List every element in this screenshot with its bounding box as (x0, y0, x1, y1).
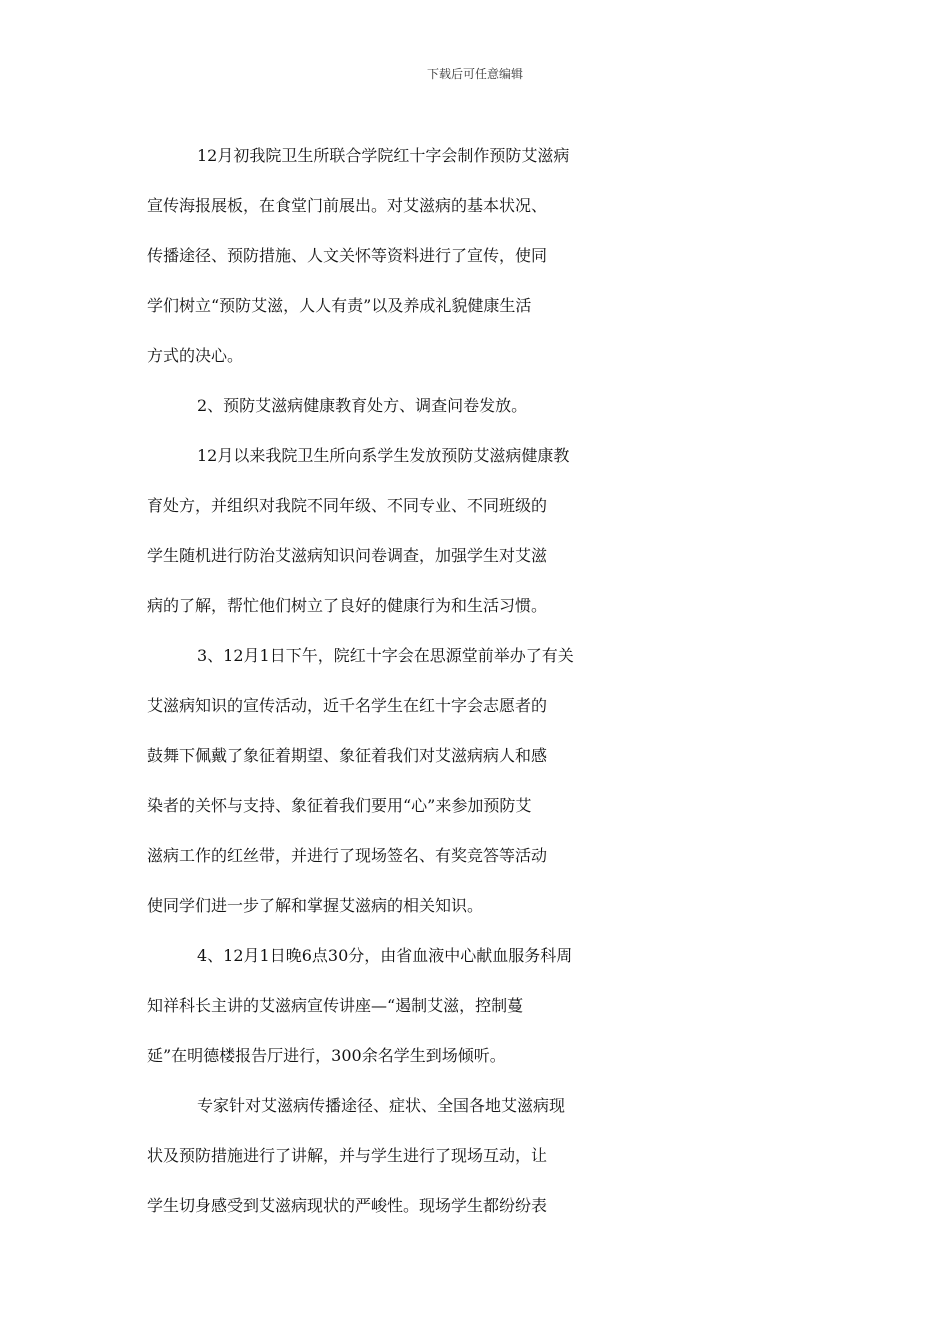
text-line: 3、12月1日下午，院红十字会在思源堂前举办了有关 (197, 646, 574, 665)
text-line: 宣传海报展板，在食堂门前展出。对艾滋病的基本状况、 (147, 196, 548, 215)
text-line: 鼓舞下佩戴了象征着期望、象征着我们对艾滋病病人和感 (147, 746, 548, 765)
paragraph-6 (147, 1081, 807, 1231)
text-line: 4、12月1日晚6点30分，由省血液中心献血服务科周 (197, 946, 573, 965)
paragraph-3 (147, 431, 807, 631)
text-line: 学们树立“预防艾滋，人人有责”以及养成礼貌健康生活 (147, 296, 532, 315)
text-line: 育处方，并组织对我院不同年级、不同专业、不同班级的 (147, 496, 548, 515)
text-line: 染者的关怀与支持、象征着我们要用“心”来参加预防艾 (147, 796, 532, 815)
paragraph-1 (147, 131, 807, 381)
text-line: 传播途径、预防措施、人文关怀等资料进行了宣传，使同 (147, 246, 548, 265)
paragraph-4 (147, 631, 807, 931)
text-line: 方式的决心。 (147, 346, 244, 365)
text-line: 延”在明德楼报告厅进行，300余名学生到场倾听。 (147, 1046, 506, 1065)
text-line: 知祥科长主讲的艾滋病宣传讲座—“遏制艾滋，控制蔓 (147, 996, 524, 1015)
document-body (147, 131, 807, 1231)
paragraph-5 (147, 931, 807, 1081)
paragraph-2 (147, 381, 807, 431)
text-line: 艾滋病知识的宣传活动，近千名学生在红十字会志愿者的 (147, 696, 548, 715)
text-line: 学生切身感受到艾滋病现状的严峻性。现场学生都纷纷表 (147, 1196, 548, 1215)
text-line: 2、预防艾滋病健康教育处方、调查问卷发放。 (197, 396, 528, 415)
text-line: 病的了解，帮忙他们树立了良好的健康行为和生活习惯。 (147, 596, 548, 615)
text-line: 专家针对艾滋病传播途径、症状、全国各地艾滋病现 (197, 1096, 566, 1115)
text-line: 状及预防措施进行了讲解，并与学生进行了现场互动，让 (147, 1146, 548, 1165)
text-line: 使同学们进一步了解和掌握艾滋病的相关知识。 (147, 896, 484, 915)
text-line: 滋病工作的红丝带，并进行了现场签名、有奖竞答等活动 (147, 846, 548, 865)
text-line: 12月初我院卫生所联合学院红十字会制作预防艾滋病 (197, 146, 570, 165)
page-header-note: 下载后可任意编辑 (426, 67, 523, 81)
text-line: 12月以来我院卫生所向系学生发放预防艾滋病健康教 (197, 446, 570, 465)
text-line: 学生随机进行防治艾滋病知识问卷调查，加强学生对艾滋 (147, 546, 548, 565)
